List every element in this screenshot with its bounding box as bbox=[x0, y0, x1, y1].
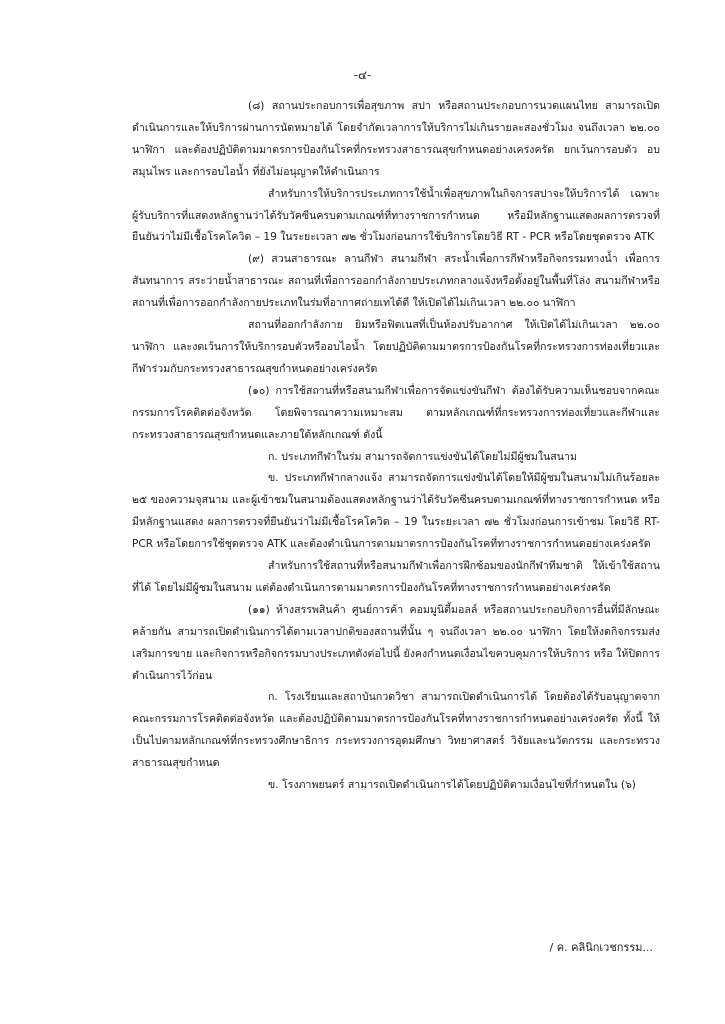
paragraph-cinema: ข. โรงภาพยนตร์ สามารถเปิดดำเนินการได้โดยปฏิบัติตามเงื่อนไขที่กำหนดใน (๖) bbox=[268, 779, 636, 792]
paragraph-item-9: (๙) สวนสาธารณะ ลานกีฬา สนามกีฬา สระน้ำเพื่อการกีฬาหรือกิจกรรมทางน้ำ เพื่อการสันทนาการ สระว่ายน้ำสาธารณะ สถานที่เพื่อการออกกำลังกายประเภทกลางแจ้งหรือตั้งอยู่ในพื้นที่โล่ง สนามกีฬาหรือสถานที่เพื่อการออกกำลังกายประเภทในร่มที่อากาศถ่ายเทได้ดี ให้เปิดได้ไม่เกินเวลา ๒๒.๐๐ นาฬิกา bbox=[132, 253, 660, 310]
paragraph-indoor-sports: ก. ประเภทกีฬาในร่ม สามารถจัดการแข่งขันได้โดยไม่มีผู้ชมในสนาม bbox=[268, 450, 577, 463]
paragraph-water-service: สำหรับการให้บริการประเภทการใช้น้ำเพื่อสุขภาพในกิจการสปาจะให้บริการได้ เฉพาะผู้รับบริการที่แสดงหลักฐานว่าได้รับวัคซีนครบตามเกณฑ์ที่ทางราชการกำหนด หรือมีหลักฐานแสดงผลการตรวจที่ยืนยันว่าไม่มีเชื้อโรคโควิด – 19 ในระยะเวลา ๗๒ ชั่วโมงก่อนการใช้บริการโดยวิธี RT - PCR หรือโดยชุดตรวจ ATK bbox=[132, 187, 660, 244]
paragraph-item-10: (๑๐) การใช้สถานที่หรือสนามกีฬาเพื่อการจัดแข่งขันกีฬา ต้องได้รับความเห็นชอบจากคณะกรรมการโรคติดต่อจังหวัด โดยพิจารณาความเหมาะสม ตามหลักเกณฑ์ที่กระทรวงการท่องเที่ยวและกีฬาและกระทรวงสาธารณสุขกำหนดและภายใต้หลักเกณฑ์ ดังนี้ bbox=[132, 384, 660, 441]
paragraph-national-team: สำหรับการใช้สถานที่หรือสนามกีฬาเพื่อการฝึกซ้อมของนักกีฬาทีมชาติ ให้เข้าใช้สถานที่ได้ โดยไม่มีผู้ชมในสนาม แต่ต้องดำเนินการตามมาตรการป้องกันโรคที่ทางราชการกำหนดอย่างเคร่งครัด bbox=[132, 560, 660, 594]
continuation-note: / ค. คลินิกเวชกรรม... bbox=[549, 941, 653, 954]
page-number: -๔- bbox=[353, 68, 372, 82]
paragraph-item-11: (๑๑) ห้างสรรพสินค้า ศูนย์การค้า คอมมูนิตี้มอลล์ หรือสถานประกอบกิจการอื่นที่มีลักษณะคล้ายกัน สามารถเปิดดำเนินการได้ตามเวลาปกติของสถานที่นั้น ๆ จนถึงเวลา ๒๒.๐๐ นาฬิกา โดยให้งดกิจกรรมส่งเสริมการขาย และกิจการหรือกิจกรรมบางประเภทดังต่อไปนี้ ยังคงกำหนดเงื่อนไขควบคุมการให้บริการ หรือ ให้ปิดการดำเนินการไว้ก่อน bbox=[132, 603, 660, 682]
paragraph-item-8: (๘) สถานประกอบการเพื่อสุขภาพ สปา หรือสถานประกอบการนวดแผนไทย สามารถเปิดดำเนินการและให้บริการผ่านการนัดหมายได้ โดยจำกัดเวลาการให้บริการไม่เกินรายละสองชั่วโมง จนถึงเวลา ๒๒.๐๐ นาฬิกา และต้องปฏิบัติตามมาตรการป้องกันโรคที่กระทรวงสาธารณสุขกำหนดอย่างเคร่งครัด ยกเว้นการอบตัว อบสมุนไพร และการอบไอน้ำ ที่ยังไม่อนุญาตให้ดำเนินการ bbox=[132, 100, 660, 178]
paragraph-outdoor-sports: ข. ประเภทกีฬากลางแจ้ง สามารถจัดการแข่งขันได้โดยให้มีผู้ชมในสนามไม่เกินร้อยละ ๒๕ ของความจุสนาม และผู้เข้าชมในสนามต้องแสดงหลักฐานว่าได้รับวัคซีนครบตามเกณฑ์ที่ทางราชการกำหนด หรือมีหลักฐานแสดง ผลการตรวจที่ยืนยันว่าไม่มีเชื้อโรคโควิด – 19 ในระยะเวลา ๗๒ ชั่วโมงก่อนการเข้าชม โดยวิธี RT-PCR หรือโดยการใช้ชุดตรวจ ATK และต้องดำเนินการตามมาตรการป้องกันโรคที่ทางราชการกำหนดอย่างเคร่งครัด bbox=[132, 472, 660, 551]
document-body bbox=[132, 96, 660, 797]
paragraph-fitness: สถานที่ออกกำลังกาย ยิมหรือฟิตเนสที่เป็นห้องปรับอากาศ ให้เปิดได้ไม่เกินเวลา ๒๒.๐๐ นาฬิกา และงดเว้นการให้บริการอบตัวหรืออบไอน้ำ โดยปฏิบัติตามมาตรการป้องกันโรคที่กระทรวงการท่องเที่ยวและกีฬาร่วมกับกระทรวงสาธารณสุขกำหนดอย่างเคร่งครัด bbox=[132, 319, 660, 375]
paragraph-tutoring: ก. โรงเรียนและสถาบันกวดวิชา สามารถเปิดดำเนินการได้ โดยต้องได้รับอนุญาตจากคณะกรรมการโรคติดต่อจังหวัด และต้องปฏิบัติตามมาตรการป้องกันโรคที่ทางราชการกำหนดอย่างเคร่งครัด ทั้งนี้ ให้เป็นไปตามหลักเกณฑ์ที่กระทรวงศึกษาธิการ กระทรวงการอุดมศึกษา วิทยาศาสตร์ วิจัยและนวัตกรรม และกระทรวงสาธารณสุขกำหนด bbox=[132, 691, 660, 770]
